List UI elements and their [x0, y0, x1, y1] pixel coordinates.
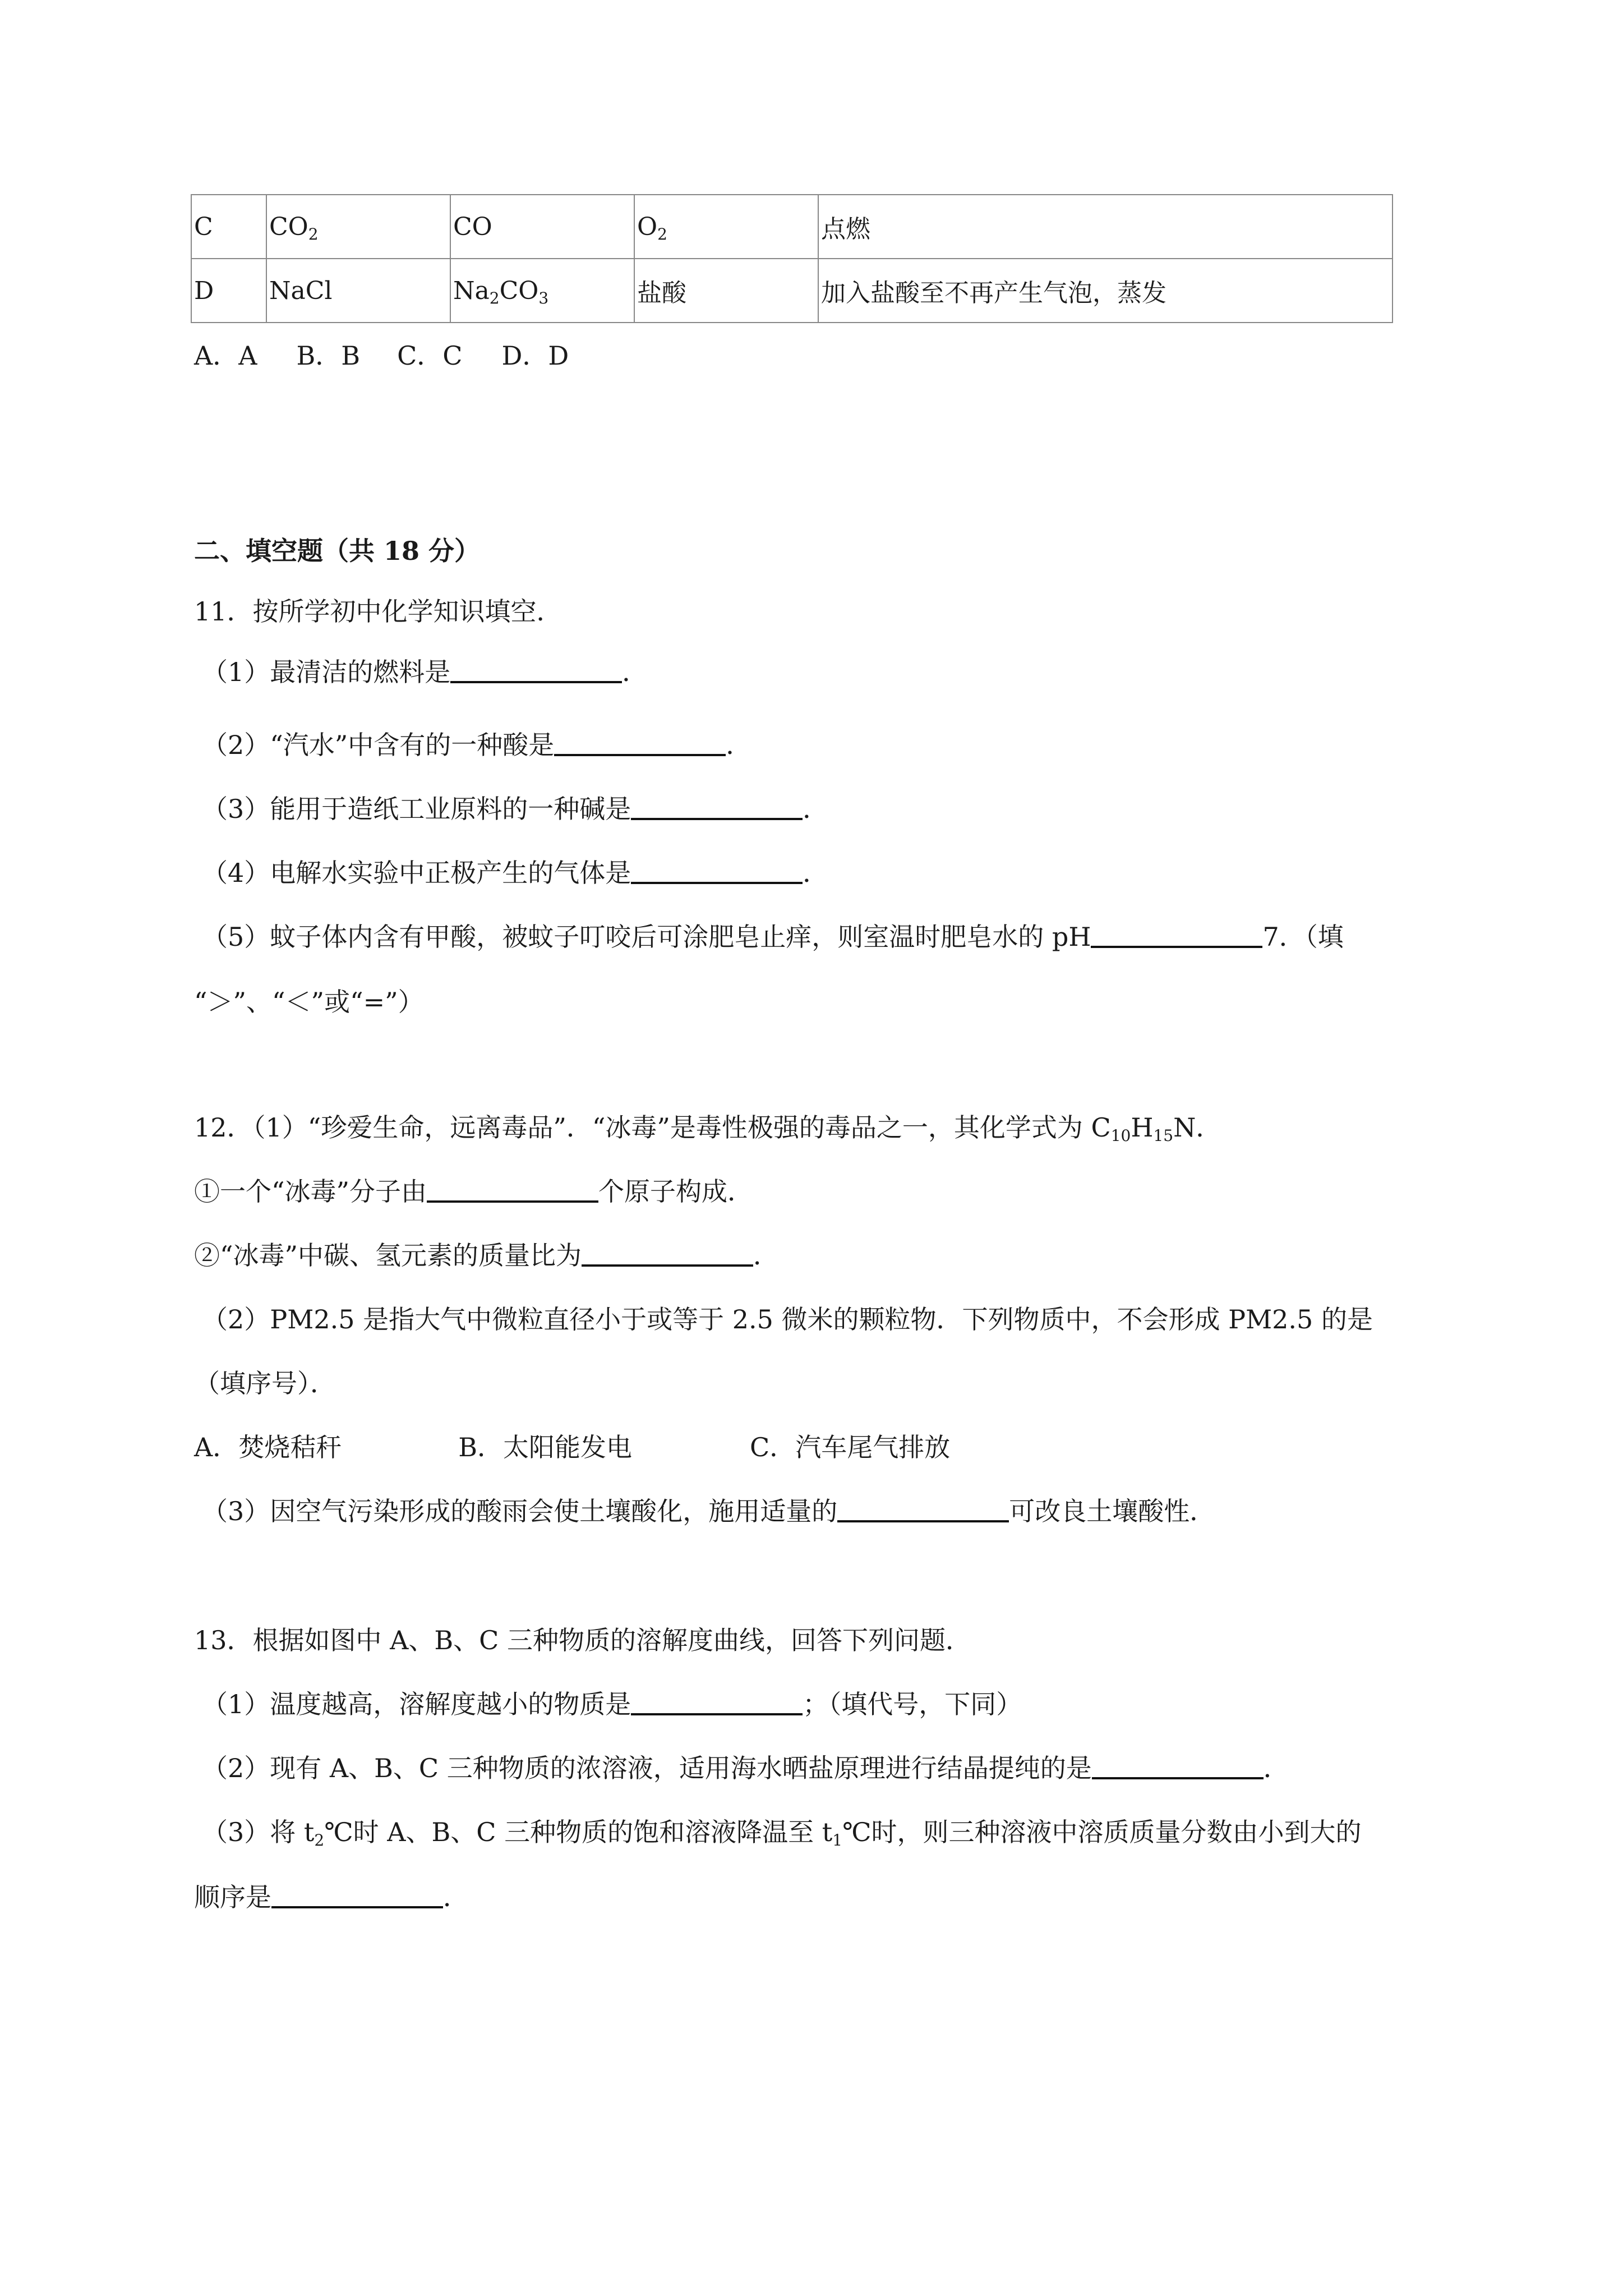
answer-blank[interactable]: [1091, 921, 1262, 948]
choice-c: C．C: [397, 341, 463, 371]
q12-item2: ②“冰毒”中碳、氢元素的质量比为 ．: [194, 1240, 780, 1271]
table-cell: 盐酸: [634, 259, 818, 323]
table-cell: $CO_2$: [266, 195, 450, 259]
q11-part3: （3）能用于造纸工业原料的一种碱是 ．: [202, 794, 829, 824]
answer-blank[interactable]: [582, 1240, 753, 1267]
answer-blank[interactable]: [450, 656, 622, 683]
choice-c: C．汽车尾气排放: [750, 1432, 951, 1462]
q12-options: [194, 1430, 950, 1464]
table-cell: 加入盐酸至不再产生气泡，蒸发: [818, 259, 1393, 323]
q13-part3-line2: 顺序是 ．: [194, 1882, 469, 1912]
q11-part2: （2）“汽水”中含有的一种酸是 ．: [202, 730, 752, 760]
choice-a: A．A: [194, 341, 257, 371]
q13-part1: （1）温度越高，溶解度越小的物质是 ；（填代号，下同）: [202, 1689, 1022, 1719]
q12-item1: ①一个“冰毒”分子由 个原子构成．: [194, 1176, 754, 1207]
q12-part2-line2: （填序号）．: [194, 1368, 336, 1398]
q11-part4: （4）电解水实验中正极产生的气体是 ．: [202, 858, 829, 888]
q12-part2-line1: （2）PM2.5 是指大气中微粒直径小于或等于 2.5 微米的颗粒物．下列物质中，不会形成 PM2.5 的是: [202, 1304, 1373, 1335]
answer-blank[interactable]: [1092, 1752, 1264, 1779]
q13-part3-line1: （3）将 $t_2℃$时 A、B、C 三种物质的饱和溶液降温至 $t_1℃$时，则三种溶液中溶质质量分数由小到大的: [202, 1817, 1362, 1849]
options-table: [191, 194, 1393, 323]
table-cell: CO: [450, 195, 634, 259]
answer-blank[interactable]: [554, 729, 726, 756]
answer-blank[interactable]: [837, 1496, 1009, 1522]
q11-stem: 11．按所学初中化学知识填空．: [194, 596, 562, 627]
answer-blank[interactable]: [631, 793, 803, 820]
q11-part1: （1）最清洁的燃料是 ．: [202, 657, 648, 687]
table-cell: NaCl: [266, 259, 450, 323]
answer-choices: [194, 339, 569, 372]
answer-blank[interactable]: [631, 1688, 803, 1715]
table-cell: $Na_2CO_3$: [450, 259, 634, 323]
q13-part2: （2）现有 A、B、C 三种物质的浓溶液，适用海水晒盐原理进行结晶提纯的是 ．: [202, 1753, 1289, 1783]
q11-part5: （5）蚊子体内含有甲酸，被蚊子叮咬后可涂肥皂止痒，则室温时肥皂水的 pH 7．（填: [202, 922, 1344, 952]
choice-b: B．B: [296, 341, 361, 371]
table-row: [191, 259, 1393, 323]
table-cell: C: [191, 195, 266, 259]
section-heading: 二、填空题（共 18 分）: [194, 536, 481, 566]
answer-blank[interactable]: [631, 857, 803, 884]
table-cell: 点燃: [818, 195, 1393, 259]
choice-a: A．焚烧秸秆: [194, 1432, 342, 1462]
table-cell: D: [191, 259, 266, 323]
q12-part3: （3）因空气污染形成的酸雨会使土壤酸化，施用适量的 可改良土壤酸性．: [202, 1496, 1216, 1526]
choice-d: D．D: [501, 341, 569, 371]
q12-stem: 12．（1）“珍爱生命，远离毒品”．“冰毒”是毒性极强的毒品之一，其化学式为 $C_{10}H_{15}N$．: [194, 1112, 1222, 1145]
table-cell: $O_2$: [634, 195, 818, 259]
q13-stem: 13．根据如图中 A、B、C 三种物质的溶解度曲线，回答下列问题．: [194, 1625, 971, 1655]
choice-b: B．太阳能发电: [458, 1432, 633, 1462]
answer-blank[interactable]: [271, 1881, 443, 1908]
answer-blank[interactable]: [427, 1176, 598, 1203]
q11-part5-cont: “＞”、“＜”或“=”）: [194, 987, 424, 1017]
table-row: [191, 195, 1393, 259]
